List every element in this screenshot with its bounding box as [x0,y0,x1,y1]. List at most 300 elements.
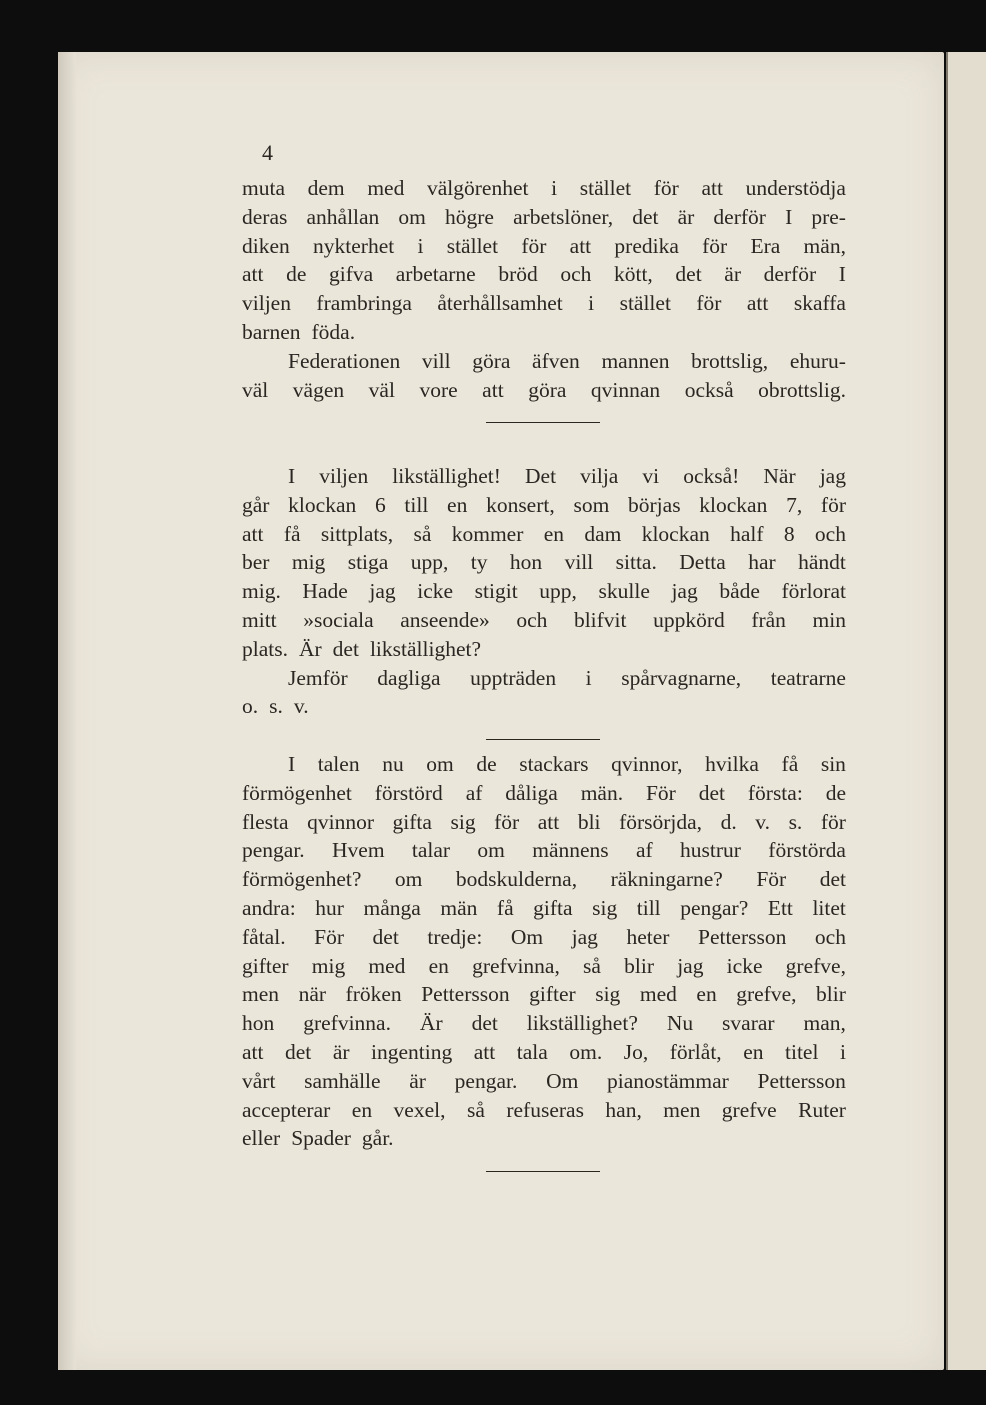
word: en [743,1039,764,1064]
word: för [820,809,846,834]
word: pengar? [680,895,749,920]
word: konsert, [486,492,555,517]
word: är [409,1068,426,1093]
word: Pettersson [757,1068,846,1093]
word: försörjda, [619,809,703,834]
word: de [286,262,307,287]
word: tredje: [427,924,483,949]
word: derför [713,204,766,229]
word: i [839,1039,846,1064]
word: är [677,204,695,229]
word: muta [242,176,285,200]
word: bröd [498,262,538,287]
word: hon [509,550,543,575]
word: hur [315,895,344,920]
word: jag [819,463,846,488]
word: I [288,751,296,776]
word: jag [369,579,396,604]
word: I [785,204,793,229]
word: s. [788,809,803,834]
word: jag [671,579,698,604]
word: bli [577,809,601,834]
word: anseende» [400,607,490,632]
word: händt [798,550,846,575]
text-line [242,1067,846,1096]
body-text [242,174,846,1182]
word: I [838,262,846,287]
word: brottslig, [691,348,769,373]
text-line [242,635,846,664]
word: stället [619,291,671,316]
word: om [426,751,454,776]
word: männens [532,838,609,863]
word: att [482,377,504,402]
next-page-edge [946,52,986,1370]
section-divider [242,721,846,750]
word: sin [820,751,846,776]
word: I [288,463,296,488]
word: ingenting [371,1039,453,1064]
word: män. [580,780,624,805]
word: det [632,204,659,229]
word: från [751,607,786,632]
text-line [242,1124,846,1153]
word: När [763,463,796,488]
text-line [242,1038,846,1067]
word: pengar. [242,838,305,863]
word: teatrarne [770,665,846,690]
text-line [242,174,846,203]
section-divider [242,1153,846,1182]
word: som [573,492,610,517]
word: få [283,521,301,546]
word: flesta [242,809,289,834]
word: också [684,377,734,402]
word: viljen [319,463,369,488]
word: Hade [302,579,348,604]
word: har [748,550,776,575]
word: uppkörd [653,607,725,632]
text-line [242,289,846,318]
word: nu [382,751,404,776]
word: många [363,895,421,920]
word: nykterhet [313,233,395,258]
word: vägen [292,377,345,402]
word: vill [421,348,451,373]
word: fåtal. [242,924,286,949]
word: pre- [811,204,846,229]
word: o. [242,694,259,719]
word: hvilka [705,751,759,776]
word: han, [605,1097,642,1122]
word: få [781,751,799,776]
page-gutter [58,52,76,1370]
word: män, [803,233,846,258]
word: för [494,809,520,834]
word: så [413,521,432,546]
word: en [428,953,449,978]
word: upp, [410,550,449,575]
word: spårvagnarne, [621,665,742,690]
text-line [242,1009,846,1038]
word: att [242,262,264,287]
word: om [398,204,426,229]
word: Det [525,463,557,488]
word: Ett [767,895,793,920]
word: grefve [721,1097,777,1122]
word: att [746,291,769,316]
word: dåliga [505,780,558,805]
word: grefve, [736,982,797,1007]
word: s. [269,694,283,719]
word: stackars [519,751,589,776]
word: i [417,233,424,258]
text-line [242,491,846,520]
word: barnen [242,319,301,344]
word: vi [642,463,660,488]
word: understödja [745,176,846,200]
text-line [242,462,846,491]
word: mig [311,953,346,978]
word: för [521,233,547,258]
word: men [663,1097,701,1122]
text-line [242,808,846,837]
word: och [560,262,592,287]
word: bodskulderna, [455,867,578,892]
text-line [242,520,846,549]
word: dagliga [377,665,441,690]
word: klockan [641,521,710,546]
text-line [242,260,846,289]
word: göra [528,377,567,402]
word: blir [624,953,655,978]
word: men [242,982,280,1007]
text-line [242,318,846,347]
word: obrottslig. [758,377,846,402]
word: att [242,521,264,546]
word: talen [317,751,360,776]
word: både [719,579,760,604]
word: likställighet? [369,636,482,661]
word: Hvem [332,838,385,863]
word: Är [419,1011,443,1036]
word: män [440,895,478,920]
word: Pettersson [697,924,787,949]
word: andra: [242,895,296,920]
word: Federationen [288,348,401,373]
word: För [314,924,344,949]
paragraph [242,462,846,664]
text-line [242,232,846,261]
word: att [473,1039,496,1064]
word: om. [569,1039,603,1064]
word: en [447,492,468,517]
word: refuseras [506,1097,584,1122]
word: Om [546,1068,579,1093]
word: min [812,607,846,632]
word: stället [579,176,632,200]
word: för [696,291,722,316]
word: blifvit [573,607,627,632]
word: väl [242,377,269,402]
word: arbetarne [395,262,476,287]
word: accepterar [242,1097,331,1122]
word: viljen [242,291,291,316]
word: förstörda [768,838,846,863]
word: qvinnan [590,377,661,402]
text-line [242,692,846,721]
text-line [242,376,846,405]
word: är [724,262,741,287]
word: heter [626,924,670,949]
word: sig [450,809,476,834]
text-line [242,1096,846,1125]
word: förmögenhet? [242,867,362,892]
word: pengar. [454,1068,518,1093]
word: Pettersson [421,982,510,1007]
word: Om [510,924,544,949]
word: i [551,176,558,200]
word: med [367,176,405,200]
word: uppträden [470,665,557,690]
word: »sociala [303,607,374,632]
word: anhållan [306,204,380,229]
word: om [394,867,423,892]
word: tala [516,1039,548,1064]
word: eller [242,1126,281,1151]
word: man, [803,1011,846,1036]
word: att [242,1039,264,1064]
word: predika [614,233,679,258]
word: och [516,607,548,632]
word: göra [472,348,511,373]
word: ber [242,550,270,575]
word: Jemför [288,665,348,690]
word: förmögenhet [242,780,352,805]
word: half [730,521,764,546]
word: mitt [242,607,277,632]
word: mig. [242,579,281,604]
word: sittplats, [320,521,394,546]
word: det [675,262,702,287]
word: 6 [374,492,386,517]
word: för [653,176,679,200]
word: klockan [288,492,357,517]
word: stigit [474,579,518,604]
word: så [583,953,601,978]
word: det [372,924,399,949]
word: stället [446,233,499,258]
word: d. [720,809,737,834]
word: för [702,233,728,258]
word: jag [677,953,704,978]
word: gifter [529,982,576,1007]
paragraph [242,347,846,405]
word: äfven [532,348,580,373]
word: mannen [601,348,670,373]
word: likställighet! [392,463,501,488]
text-line [242,836,846,865]
word: räkningarne? [610,867,723,892]
word: vexel, [393,1097,446,1122]
word: grefvinna. [303,1011,391,1036]
word: vore [419,377,458,402]
word: gifva [328,262,374,287]
word: Ruter [798,1097,846,1122]
paragraph [242,174,846,347]
word: att [537,809,560,834]
word: qvinnor [307,809,374,834]
word: att [569,233,592,258]
text-line [242,606,846,635]
word: en [543,521,564,546]
page-number: 4 [262,140,273,165]
word: sig [592,895,618,920]
word: pianostämmar [607,1068,729,1093]
word: välgörenhet [426,176,529,200]
text-line [242,952,846,981]
word: går. [361,1126,394,1151]
word: få [496,895,514,920]
word: dam [584,521,622,546]
word: dem [307,176,345,200]
word: börjas [628,492,681,517]
word: hon [242,1011,275,1036]
word: de [825,780,846,805]
word: icke [417,579,454,604]
word: i [585,665,592,690]
section-divider [242,404,846,433]
word: blir [816,982,846,1007]
word: vill [564,550,594,575]
word: grefvinna, [472,953,560,978]
word: en [351,1097,373,1122]
word: det [698,780,725,805]
word: förlåt, [669,1039,722,1064]
word: stiga [347,550,389,575]
word: hustrur [680,838,741,863]
word: Nu [666,1011,694,1036]
word: föda. [311,319,356,344]
word: är [332,1039,350,1064]
text-line [242,577,846,606]
text-line [242,548,846,577]
word: deras [242,204,288,229]
word: med [639,982,677,1007]
word: Era [750,233,781,258]
word: jag [571,924,598,949]
word: en [696,982,717,1007]
word: För [645,780,676,805]
word: för [820,492,846,517]
word: skaffa [793,291,846,316]
text-line [242,664,846,693]
word: sitta. [615,550,657,575]
word: grefve, [785,953,846,978]
word: ty [470,550,488,575]
word: plats. [242,636,288,661]
word: upp, [539,579,577,604]
word: vilja [580,463,619,488]
word: icke [726,953,763,978]
word: det [332,636,359,661]
word: gifter [242,953,289,978]
text-line [242,750,846,779]
word: talar [411,838,451,863]
word: med [368,953,406,978]
word: väl [368,377,395,402]
word: och [814,521,846,546]
word: i [588,291,595,316]
word: gifta [392,809,432,834]
word: Jo, [623,1039,649,1064]
word: För [756,867,787,892]
word: det [471,1011,498,1036]
word: förlorat [781,579,846,604]
word: så [466,1097,485,1122]
paragraph [242,750,846,1153]
word: det [819,867,846,892]
word: 8 [783,521,795,546]
word: till [636,895,661,920]
word: svarar [722,1011,775,1036]
text-line [242,865,846,894]
word: förstörd [374,780,443,805]
word: frambringa [316,291,412,316]
word: återhållsamhet [437,291,563,316]
text-line [242,923,846,952]
word: gifta [533,895,573,920]
word: sig [595,982,621,1007]
word: samhälle [304,1068,381,1093]
word: 7, [786,492,803,517]
text-line [242,203,846,232]
word: v. [293,694,309,719]
text-line [242,779,846,808]
word: fröken [345,982,402,1007]
word: om [477,838,505,863]
word: litet [812,895,846,920]
word: och [814,924,846,949]
word: af [636,838,653,863]
word: går [242,492,270,517]
word: de [476,751,497,776]
word: titel [785,1039,819,1064]
word: likställighet? [526,1011,638,1036]
word: högre [445,204,494,229]
word: att [701,176,723,200]
paragraph [242,664,846,722]
word: skulle [598,579,650,604]
word: första: [747,780,803,805]
text-line [242,347,846,376]
word: af [465,780,483,805]
word: Är [298,636,322,661]
word: vårt [242,1068,276,1093]
text-line [242,980,846,1009]
text-line [242,894,846,923]
word: till [404,492,429,517]
word: derför [763,262,817,287]
word: ehuru- [789,348,846,373]
word: Spader [291,1126,351,1151]
word: när [298,982,327,1007]
word: Detta [679,550,726,575]
word: mig [291,550,326,575]
word: qvinnor, [611,751,683,776]
word: v. [755,809,771,834]
word: arbetslöner, [513,204,614,229]
